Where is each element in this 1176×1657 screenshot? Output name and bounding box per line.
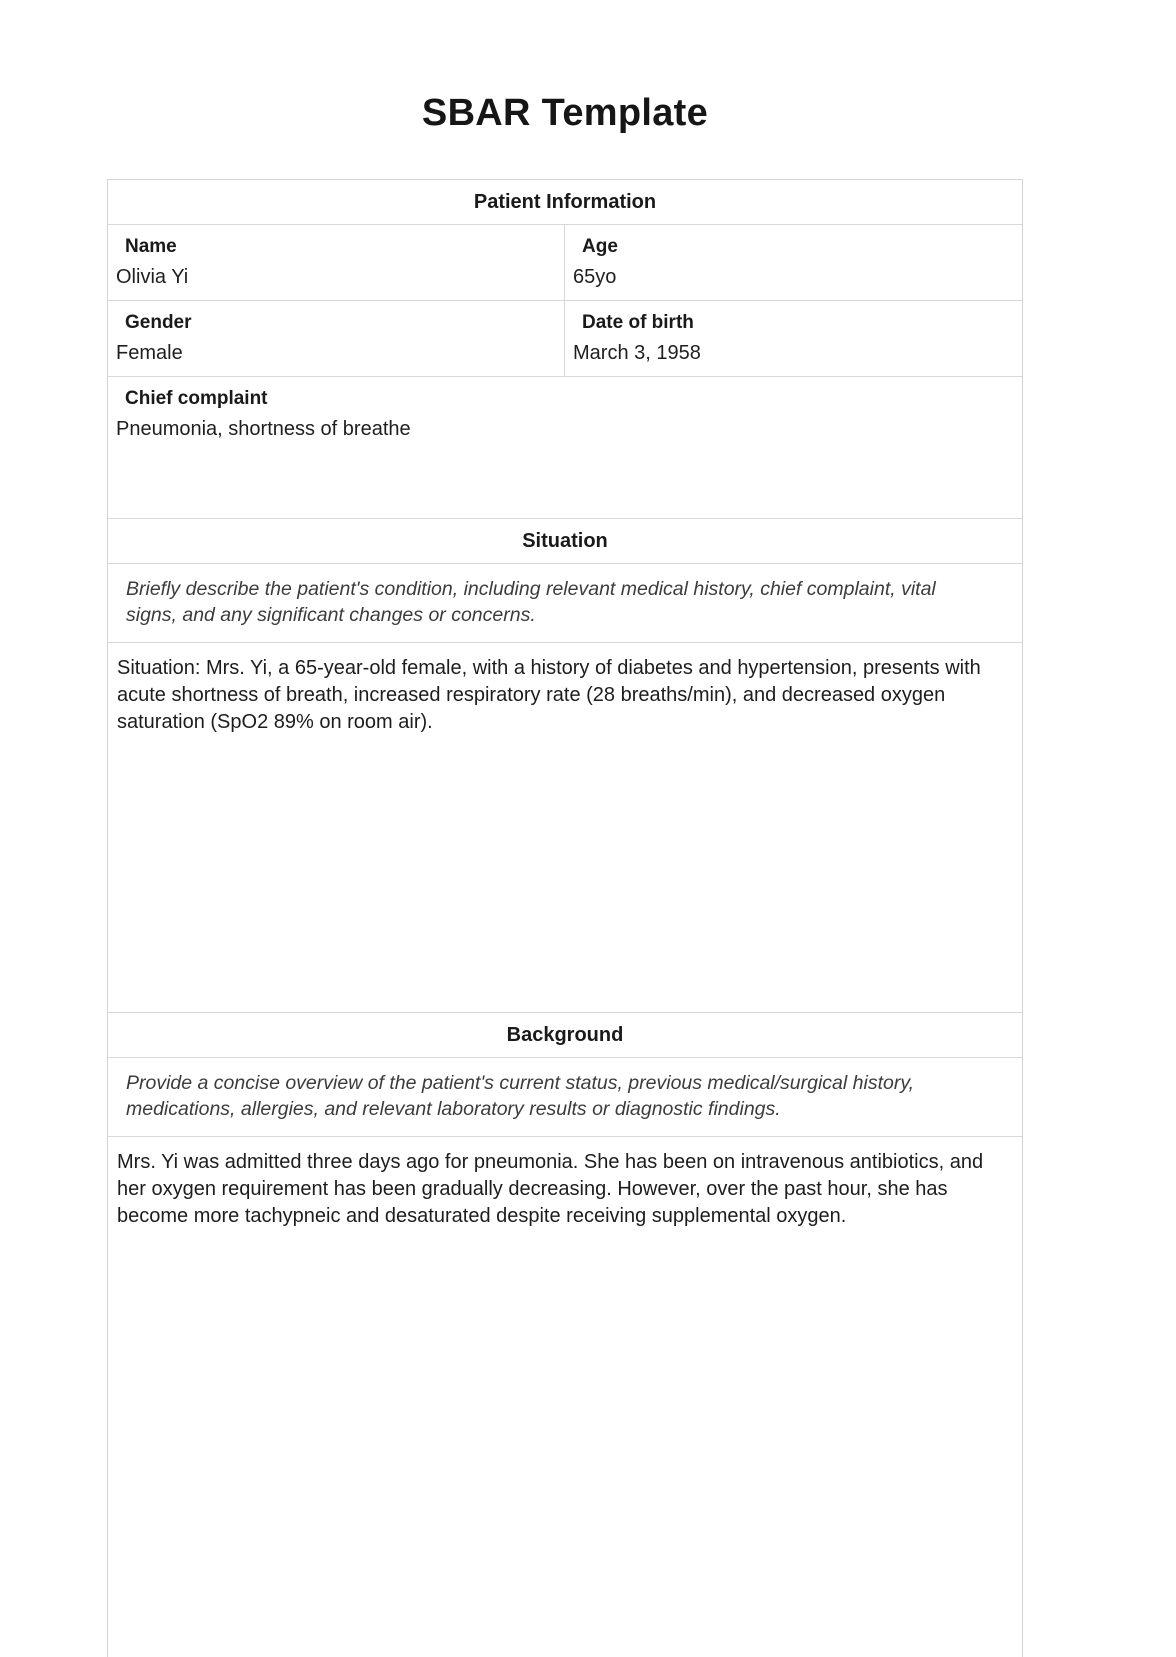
age-field-value: 65yo: [573, 266, 617, 288]
situation-section-header: [108, 519, 1022, 564]
situation-section-title: Situation: [522, 529, 608, 552]
gender-field-label: Gender: [125, 312, 192, 333]
background-content-cell: [108, 1137, 1022, 1657]
background-instruction-cell: [108, 1058, 1022, 1137]
gender-field-value: Female: [116, 342, 183, 364]
name-field-label: Name: [125, 236, 177, 257]
age-field-label: Age: [582, 236, 618, 257]
situation-instruction-cell: [108, 564, 1022, 643]
patient-info-section-title: Patient Information: [473, 190, 657, 213]
page-title: SBAR Template: [421, 92, 709, 134]
patient-info-row-gender-dob: [108, 301, 1022, 377]
background-section-title: Background: [506, 1023, 624, 1046]
patient-info-row-name-age: [108, 225, 1022, 301]
gender-field-cell: [108, 301, 565, 376]
situation-instruction-text: Briefly describe the patient's condition, including relevant medical history, chief complaint, vital signs, and any significant changes or concerns.: [126, 578, 936, 626]
name-field-cell: [108, 225, 565, 300]
date-of-birth-field-cell: [565, 301, 1022, 376]
date-of-birth-field-label: Date of birth: [582, 312, 694, 333]
background-content-text: Mrs. Yi was admitted three days ago for pneumonia. She has been on intravenous antibiotics, and her oxygen requirement has been gradually decreasing. However, over the past hour, she has become more tachypneic and desaturated despite receiving supplemental oxygen.: [117, 1151, 984, 1227]
situation-content-cell: [108, 643, 1022, 1013]
chief-complaint-field-label: Chief complaint: [125, 388, 268, 409]
chief-complaint-field-value: Pneumonia, shortness of breathe: [116, 418, 411, 440]
date-of-birth-field-value: March 3, 1958: [573, 342, 701, 364]
name-field-value: Olivia Yi: [116, 266, 189, 288]
chief-complaint-cell: [108, 377, 1022, 519]
age-field-cell: [565, 225, 1022, 300]
sbar-form-table: [107, 179, 1023, 1657]
background-instruction-text: Provide a concise overview of the patient's current status, previous medical/surgical history, medications, allergies, and relevant laboratory results or diagnostic findings.: [126, 1072, 915, 1120]
situation-content-text: Situation: Mrs. Yi, a 65-year-old female, with a history of diabetes and hypertension, presents with acute shortness of breath, increased respiratory rate (28 breaths/min), and decreased oxygen saturation (SpO2 89% on room air).: [117, 657, 981, 733]
document-page: [107, 0, 1023, 1657]
background-section-header: [108, 1013, 1022, 1058]
patient-info-section-header: [108, 180, 1022, 225]
